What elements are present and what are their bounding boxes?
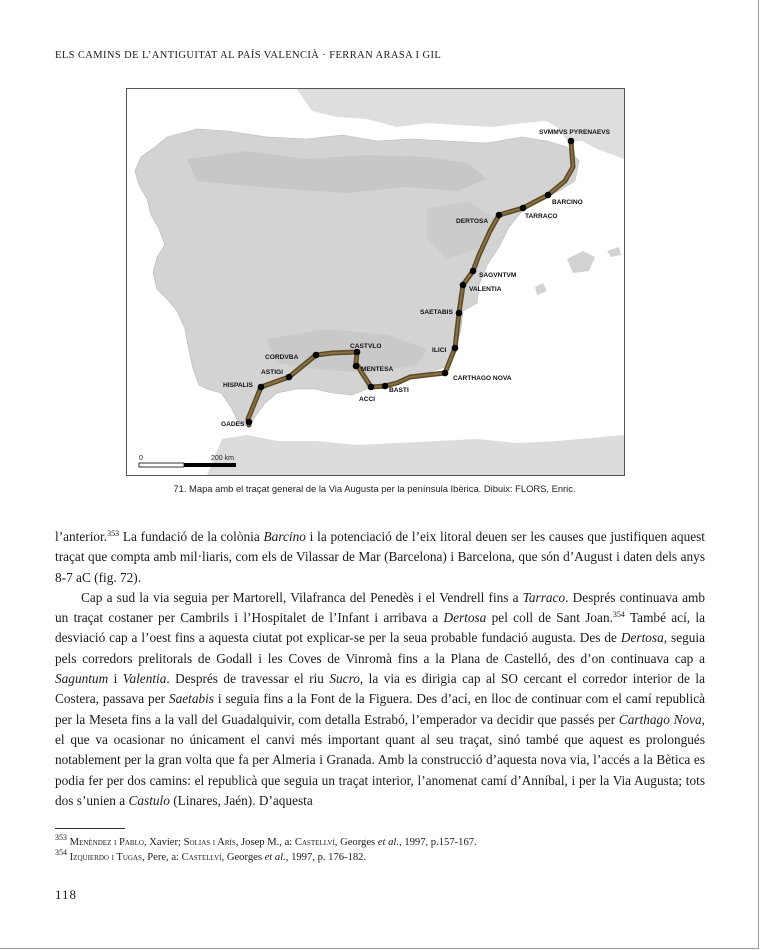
svg-text:SAETABIS: SAETABIS bbox=[420, 309, 453, 316]
running-header: ELS CAMINS DE L’ANTIGUITAT AL PAÍS VALENCIÀ · FERRAN ARASA I GIL bbox=[55, 50, 442, 61]
footnote-ref-353: 353 bbox=[107, 529, 120, 538]
svg-text:ILICI: ILICI bbox=[432, 347, 447, 354]
svg-text:ACCI: ACCI bbox=[359, 396, 376, 403]
svg-text:VALENTIA: VALENTIA bbox=[469, 286, 502, 293]
footnote-rule bbox=[55, 828, 125, 829]
svg-text:ASTIGI: ASTIGI bbox=[261, 369, 283, 376]
footnote-ref-354: 354 bbox=[612, 610, 625, 620]
svg-text:SVMMVS PYRENAEVS: SVMMVS PYRENAEVS bbox=[539, 129, 611, 136]
svg-text:TARRACO: TARRACO bbox=[525, 213, 558, 220]
svg-text:HISPALIS: HISPALIS bbox=[223, 382, 253, 389]
paragraph-1: l’anterior.$^{353}$ La fundació de la colònia Barcino i la potenciació de l’eix litoral deuen ser les causes que justifiquen aquest traçat que compta amb mil·liaris, com els de Vilassar de Mar (Barcelona) i Barcelona, que són d’August i daten dels anys 8-7 aC (fig. 72). bbox=[55, 529, 705, 585]
page-number: 118 bbox=[55, 887, 78, 902]
figure-caption: 71. Mapa amb el traçat general de la Via Augusta per la península Ibèrica. Dibuix: FLORS, Enric. bbox=[173, 483, 576, 494]
svg-text:CORDVBA: CORDVBA bbox=[265, 354, 299, 361]
svg-text:CARTHAGO NOVA: CARTHAGO NOVA bbox=[453, 375, 512, 382]
footnotes bbox=[55, 835, 705, 865]
footnote-354: $^{354}$ Izquierdo i Tugas, Pere, a: Castellví, Georges et al., 1997, p. 176-182. bbox=[55, 848, 367, 863]
figure-map bbox=[126, 88, 625, 476]
svg-text:DERTOSA: DERTOSA bbox=[456, 218, 489, 225]
body-text bbox=[55, 527, 705, 811]
footnote-353: $^{353}$ Menéndez i Pablo, Xavier; Solias i Arís, Josep M., a: Castellví, Georges et al., 1997, p.157-167. bbox=[55, 833, 477, 848]
svg-text:200 km: 200 km bbox=[211, 455, 234, 462]
svg-text:MENTESA: MENTESA bbox=[361, 366, 394, 373]
svg-text:0: 0 bbox=[139, 455, 143, 462]
svg-text:SAGVNTVM: SAGVNTVM bbox=[479, 272, 517, 279]
map-svg bbox=[127, 89, 624, 475]
svg-text:BARCINO: BARCINO bbox=[552, 199, 583, 206]
svg-text:GADES: GADES bbox=[221, 421, 245, 428]
paragraph-2: Cap a sud la via seguia per Martorell, Vilafranca del Penedès i el Vendrell fins a Tarraco. Després continuava amb un traçat costaner per Cambrils i l’Hospitalet de l’Infant i arribava a Dertosa pel coll de Sant Joan.$^{354}$ També ací, la desviació cap a l’oest fins a aquesta ciutat pot explicar-se per la seua probable fundació augusta. Des de Dertosa, seguia pels corredors prelitorals de Godall i les Coves de Vinromà fins a la Plana de Castelló, des d’on continuava cap a Saguntum i Valentia. Després de travessar el riu Sucro, la via es dirigia cap al SO cercant el corredor interior de la Costera, passava per Saetabis i seguia fins a la Font de la Figuera. Des d’ací, en lloc de continuar com el camí republicà per la Meseta fins a la vall del Guadalquivir, com detalla Estrabó, l’emperador va decidir que passés per Carthago Nova, el que va ocasionar no únicament el canvi més important quant al seu traçat, sinó també que aquest es prolongués notablement per la gran volta que fa per Almeria i Granada. Amb la construcció d’aquesta nova via, l’accés a la Bètica es podia fer per dos camins: el republicà que seguia un traçat interior, l’anomenat camí d’Anníbal, i per la Via Augusta; tots dos s’unien a Castulo (Linares, Jaén). D’aquesta bbox=[55, 589, 706, 808]
svg-text:BASTI: BASTI bbox=[389, 387, 409, 394]
svg-text:CASTVLO: CASTVLO bbox=[350, 343, 382, 350]
